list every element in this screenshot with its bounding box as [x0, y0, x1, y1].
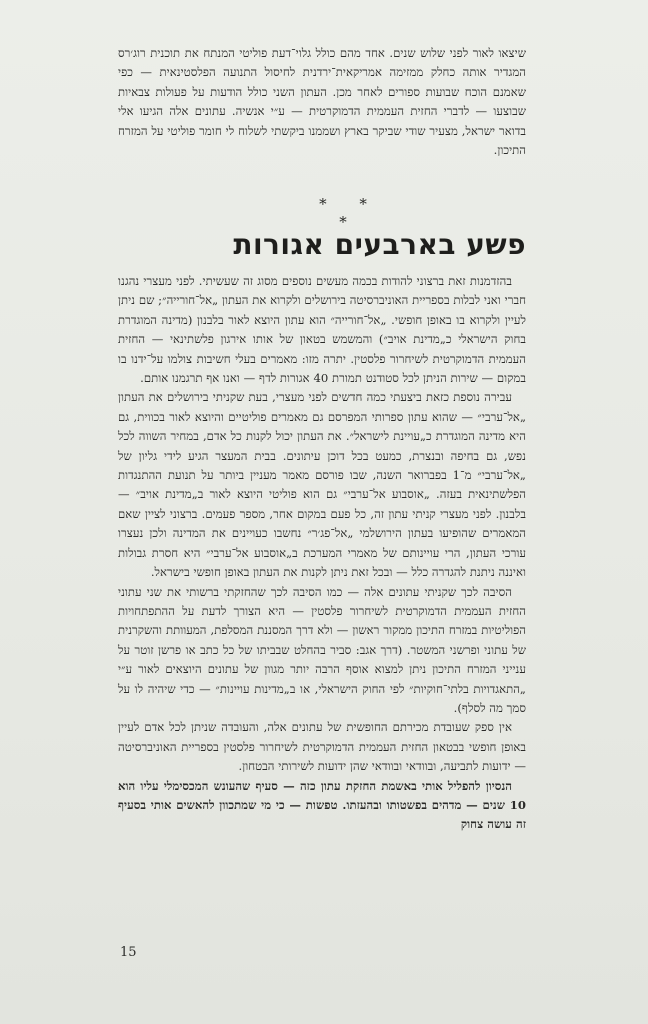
paragraph: אין ספק שעובדת מכירתם החופשית של עתונים אלה, והעובדה שניתן לכל אדם לעיין באופן חופשי בבטאון החזית העממית הדמוקרטית לשיחרור פלסטין בספריית האוניברסיטה — ידועות לתביעה, ובוודאי ובוודאי שהן ידועות לשירותי הבטחון. — [118, 720, 526, 774]
page-number: 15 — [120, 945, 137, 960]
section-heading: פשע בארבעים אגורות — [233, 228, 526, 261]
paragraph: עבירה נוספת כזאת ביצעתי כמה חדשים לפני מעצרי, בעת שקניתי בירושלים את העתון „אל־ערבי״ — שהוא עתון ספרותי המפרסם גם מאמרים פוליטיים והיוצא לאור בכווית, גם היא מדינה המוגדרת כ„עויינת לישראל״. את העתון יכול לקנות כל אדם, במחיר השווה לכל נפש, גם בחיפה ובנצרת, כמעט בכל דוכן עיתונים. בבית המעצר הגיע לידי גליון של „אל־ערבי״ מ־1 בפברואר השנה, שבו פורסם מאמר מעניין ביותר על תנועת ההתנגדות הפלשתינאית בעזה. „אוסבוע אל־ערבי״ גם הוא פוליטי היוצא לאור ב„מדינת אויב״ — בלבנון. לפני מעצרי קניתי עתון זה, כל פעם במקום אחר, מספר פעמים. ברצוני לציין שאם המאמרים שהופיעו בעתון הירושלמי „אל־פג׳ר״ נחשבו כעויינים את המדינה ולכן נעצרו עורכי העתון, הרי עויינותם של מאמרי המערכת ב„אוסבוע אל־ערבי״ היא חסרת גבולות ואיננה ניתנת להגדרה כלל — ובכל זאת ניתן לקנות את העתון באופן חופשי בישראל. — [118, 390, 526, 580]
intro-paragraph — [118, 44, 526, 160]
paragraph: הנסיון להפליל אותי באשמת החזקת עתון כזה — סעיף שהעונש המכסימלי עליו הוא 10 שנים — מדהים בפשטותו ובהעזתו. טפשות — כי מי שמתכוון להאשים אותי בסעיף זה עושה צחוק — [118, 778, 526, 832]
paragraph: בהזדמנות זאת ברצוני להודות בכמה מעשים נוספים מסוג זה שעשיתי. לפני מעצרי נהגנו חברי ואני לבלות בספריית האוניברסיטה בירושלים ולקרוא את העתון „אל־חורייה״; שם ניתן לעיין ולקרוא בו באופן חופשי. „אל־חורייה״ הוא עתון היוצא לאור בלבנון (מדינה המוגדרת בחוק הישראלי כ„מדינת אויב״) והמשמש בטאון של אותו אירגון פלשתינאי — החזית העממית הדמוקרטית לשיחרור פלסטין. יתרה מזו: מאמרים בעלי חשיבות צולמו על־ידנו בו במקום — שירות הניתן לכל סטודנט תמורת 40 אגורות לדף — ואנו אף תרגמנו אותם. — [118, 274, 526, 386]
section-separator: * * * — [319, 195, 381, 231]
intro-text: שיצאו לאור לפני שלוש שנים. אחד מהם כולל גלוי־דעת פוליטי המנתח את תוכנית רוג׳רס המגדיר אותה כחלק ממזימה אמריקאית־ירדנית לחיסול התנועה הפלסטינאית — כפי שאמנם הוכח שבועות ספורים לאחר מכן. העתון השני כולל הודעות על פעולות צבאיות שבוצעו — לדברי החזית העממית הדמוקרטית — ע״י אנשיה. עתונים אלה הגיעו אלי בדואר ישראל, מצעיר שודי שביקר בארץ ושממנו ביקשתי לשלוח לי חומר פוליטי על המזרח התיכון. — [118, 46, 526, 158]
paragraph: הסיבה לכך שקניתי עתונים אלה — כמו הסיבה לכך שהחזקתי ברשותי את שני עתוני החזית העממית הדמוקרטית לשיחרור פלסטין — היא הצורך לדעת על ההתפתחויות הפוליטיות במזרח התיכון ממקור ראשון — ולא דרך המסננת המסלפת, המעוותת והשקרנית של עתוני ופרשני המשטר. (דרך אגב: סביר בהחלט שבביתו של כל כתב או פרשן זוטר על ענייני המזרח התיכון ניתן למצוא אוסף הרבה יותר מגוון של עתונים היוצאים לאור ע״י „התאגדויות בלתי־חוקיות״ לפי החוק הישראלי, או ב„מדינות עויינות״ — כדי שיהיה לו על סמך מה לסלף). — [118, 584, 526, 715]
body-text — [118, 272, 526, 835]
